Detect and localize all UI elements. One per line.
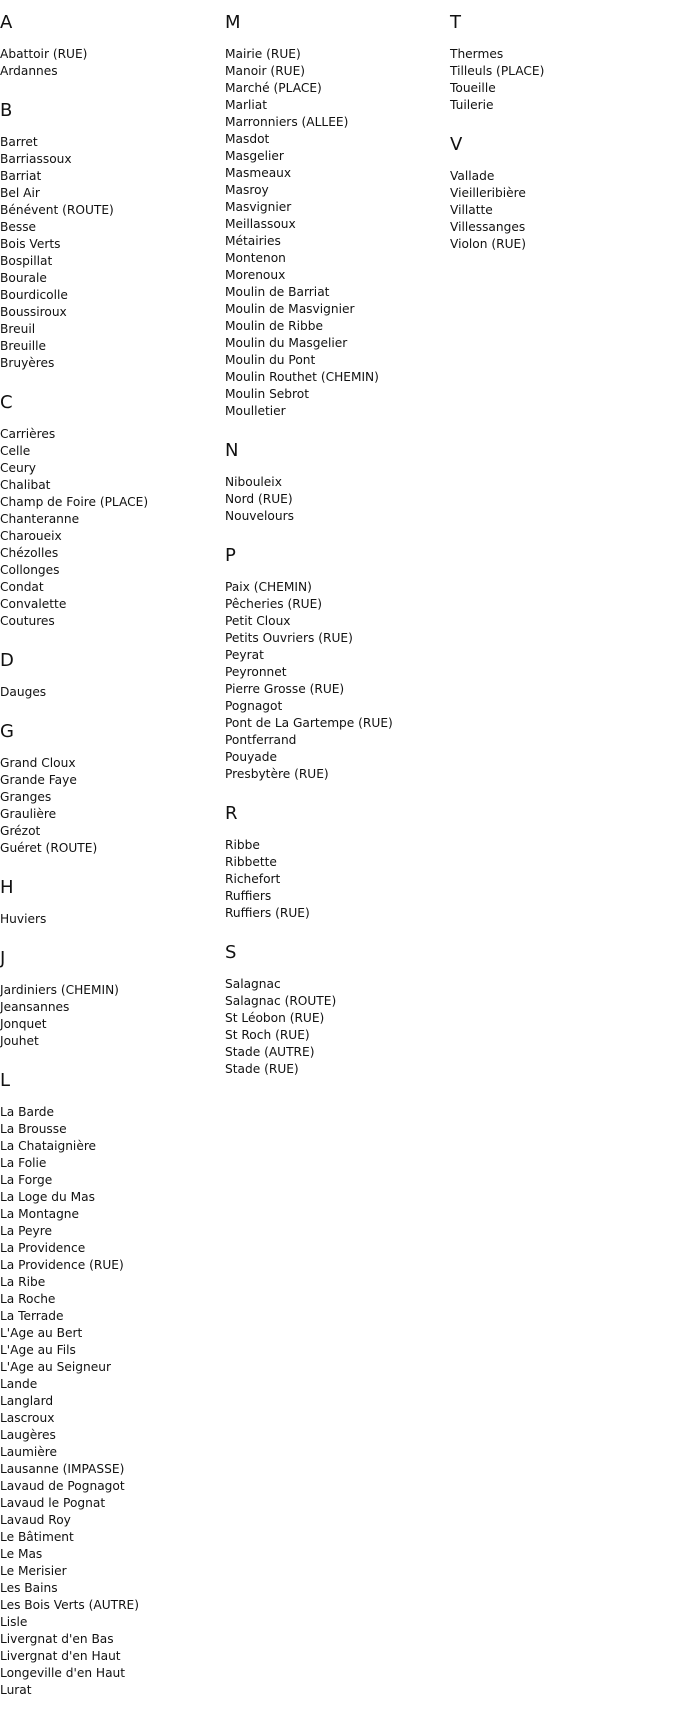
section-letter-heading: C xyxy=(0,392,13,413)
street-list-item: Masroy xyxy=(225,183,269,197)
street-list xyxy=(0,911,225,928)
street-list-item: Tuilerie xyxy=(450,98,494,112)
street-list-item: Celle xyxy=(0,444,31,458)
street-index-column-1 xyxy=(0,0,225,1699)
street-list-item: Tilleuls (PLACE) xyxy=(450,64,545,78)
letter-section xyxy=(225,803,450,922)
letter-section xyxy=(0,650,225,701)
street-index-column-2 xyxy=(225,0,450,1078)
street-list-item: Stade (AUTRE) xyxy=(225,1045,315,1059)
street-list-item: Ribbe xyxy=(225,838,260,852)
letter-section xyxy=(0,1070,225,1699)
section-letter-heading: G xyxy=(0,721,14,742)
section-letter-heading: L xyxy=(0,1070,11,1091)
street-list-item: Boussiroux xyxy=(0,305,67,319)
street-list xyxy=(0,46,225,80)
street-list-item: La Terrade xyxy=(0,1309,64,1323)
letter-section xyxy=(450,134,675,253)
street-list-item: L'Age au Seigneur xyxy=(0,1360,111,1374)
street-list-item: Moulin Sebrot xyxy=(225,387,310,401)
street-list xyxy=(0,134,225,372)
street-list-item: La Providence (RUE) xyxy=(0,1258,124,1272)
street-list-item: Marliat xyxy=(225,98,268,112)
letter-section xyxy=(0,392,225,630)
section-letter-heading: N xyxy=(225,440,239,461)
street-list-item: Barriassoux xyxy=(0,152,72,166)
street-list-item: Guéret (ROUTE) xyxy=(0,841,98,855)
street-list-item: Convalette xyxy=(0,597,67,611)
street-list-item: Huviers xyxy=(0,912,47,926)
street-list-item: Vieilleribière xyxy=(450,186,526,200)
street-list-item: Moulin de Ribbe xyxy=(225,319,323,333)
street-list xyxy=(225,579,450,783)
street-list xyxy=(450,168,675,253)
street-list-item: Livergnat d'en Bas xyxy=(0,1632,114,1646)
section-letter-heading: P xyxy=(225,545,236,566)
street-list xyxy=(225,46,450,420)
street-list-item: Bénévent (ROUTE) xyxy=(0,203,114,217)
street-list-item: Bois Verts xyxy=(0,237,61,251)
street-list-item: Chézolles xyxy=(0,546,59,560)
section-letter-heading: A xyxy=(0,12,13,33)
street-list-item: Carrières xyxy=(0,427,56,441)
street-list-item: Moulin Routhet (CHEMIN) xyxy=(225,370,379,384)
street-list xyxy=(0,755,225,857)
street-list-item: Lavaud Roy xyxy=(0,1513,71,1527)
street-list-item: Presbytère (RUE) xyxy=(225,767,329,781)
street-list-item: St Léobon (RUE) xyxy=(225,1011,325,1025)
street-list-item: Peyronnet xyxy=(225,665,287,679)
street-list-item: Pierre Grosse (RUE) xyxy=(225,682,345,696)
street-list-item: Champ de Foire (PLACE) xyxy=(0,495,149,509)
street-list-item: Pouyade xyxy=(225,750,278,764)
street-list-item: Chanteranne xyxy=(0,512,80,526)
street-list-item: Stade (RUE) xyxy=(225,1062,299,1076)
street-list-item: Lurat xyxy=(0,1683,32,1697)
street-list-item: Jardiniers (CHEMIN) xyxy=(0,983,119,997)
street-list-item: Coutures xyxy=(0,614,55,628)
street-list-item: Moulin de Masvignier xyxy=(225,302,355,316)
section-letter-heading: M xyxy=(225,12,241,33)
street-list-item: Lausanne (IMPASSE) xyxy=(0,1462,125,1476)
street-list-item: Jeansannes xyxy=(0,1000,70,1014)
section-letter-heading: S xyxy=(225,942,237,963)
street-list-item: Manoir (RUE) xyxy=(225,64,306,78)
street-list-item: Bourale xyxy=(0,271,47,285)
street-list-item: Livergnat d'en Haut xyxy=(0,1649,121,1663)
street-list-item: Ruffiers (RUE) xyxy=(225,906,310,920)
street-list-item: Lascroux xyxy=(0,1411,55,1425)
street-list-item: Morenoux xyxy=(225,268,286,282)
letter-section xyxy=(0,12,225,80)
section-letter-heading: B xyxy=(0,100,13,121)
street-list-item: Condat xyxy=(0,580,44,594)
street-list-item: L'Age au Bert xyxy=(0,1326,83,1340)
street-list-item: Marronniers (ALLEE) xyxy=(225,115,349,129)
street-list-item: Le Mas xyxy=(0,1547,43,1561)
street-list-item: Lisle xyxy=(0,1615,28,1629)
street-list-item: Abattoir (RUE) xyxy=(0,47,88,61)
street-list-item: La Folie xyxy=(0,1156,47,1170)
street-list-item: Petit Cloux xyxy=(225,614,291,628)
section-letter-heading: J xyxy=(0,948,6,969)
street-list xyxy=(0,426,225,630)
street-list-item: Vallade xyxy=(450,169,495,183)
section-letter-heading: H xyxy=(0,877,14,898)
letter-section xyxy=(0,877,225,928)
street-list-item: Grand Cloux xyxy=(0,756,76,770)
street-list-item: Thermes xyxy=(450,47,504,61)
street-list-item: La Forge xyxy=(0,1173,53,1187)
street-list-item: Nibouleix xyxy=(225,475,282,489)
street-list-item: Les Bois Verts (AUTRE) xyxy=(0,1598,140,1612)
section-letter-heading: V xyxy=(450,134,463,155)
street-list-item: La Montagne xyxy=(0,1207,80,1221)
section-letter-heading: T xyxy=(450,12,461,33)
street-list xyxy=(0,982,225,1050)
street-list-item: La Loge du Mas xyxy=(0,1190,95,1204)
street-list-item: Barriat xyxy=(0,169,42,183)
street-list-item: La Brousse xyxy=(0,1122,67,1136)
street-list-item: Masgelier xyxy=(225,149,284,163)
street-list xyxy=(225,976,450,1078)
street-list-item: Besse xyxy=(0,220,37,234)
street-list-item: Nord (RUE) xyxy=(225,492,293,506)
street-list-item: St Roch (RUE) xyxy=(225,1028,310,1042)
street-list-item: La Chataignière xyxy=(0,1139,97,1153)
letter-section xyxy=(0,948,225,1050)
street-list-item: Ruffiers xyxy=(225,889,272,903)
street-list-item: Toueille xyxy=(450,81,496,95)
street-list-item: Marché (PLACE) xyxy=(225,81,322,95)
letter-section xyxy=(225,440,450,525)
letter-section xyxy=(225,545,450,783)
street-list-item: Le Merisier xyxy=(0,1564,67,1578)
street-list-item: Ribbette xyxy=(225,855,277,869)
section-letter-heading: D xyxy=(0,650,14,671)
street-list-item: Charoueix xyxy=(0,529,62,543)
street-list-item: La Ribe xyxy=(0,1275,46,1289)
street-list-item: Granges xyxy=(0,790,52,804)
street-list-item: Barret xyxy=(0,135,38,149)
street-list-item: Jouhet xyxy=(0,1034,39,1048)
street-list-item: Laumière xyxy=(0,1445,57,1459)
street-list-item: Richefort xyxy=(225,872,281,886)
street-list-item: Grande Faye xyxy=(0,773,77,787)
street-list-item: Breuille xyxy=(0,339,46,353)
section-letter-heading: R xyxy=(225,803,238,824)
street-list xyxy=(450,46,675,114)
street-list-item: Les Bains xyxy=(0,1581,58,1595)
street-list-item: Bruyères xyxy=(0,356,55,370)
street-list xyxy=(225,474,450,525)
street-list-item: Petits Ouvriers (RUE) xyxy=(225,631,353,645)
street-list-item: Moulin de Barriat xyxy=(225,285,330,299)
street-list-item: Masvignier xyxy=(225,200,292,214)
street-list-item: Ceury xyxy=(0,461,36,475)
street-list-item: Langlard xyxy=(0,1394,54,1408)
street-list-item: Bel Air xyxy=(0,186,40,200)
letter-section xyxy=(0,721,225,857)
street-list-item: Dauges xyxy=(0,685,47,699)
street-list-item: Moulin du Pont xyxy=(225,353,316,367)
street-list-item: Masdot xyxy=(225,132,270,146)
street-index-column-3 xyxy=(450,0,675,253)
street-list-item: Pêcheries (RUE) xyxy=(225,597,323,611)
street-list-item: Violon (RUE) xyxy=(450,237,526,251)
street-list-item: Ardannes xyxy=(0,64,58,78)
street-list xyxy=(225,837,450,922)
street-list-item: La Barde xyxy=(0,1105,54,1119)
street-list-item: Jonquet xyxy=(0,1017,47,1031)
street-list-item: Graulière xyxy=(0,807,57,821)
street-list xyxy=(0,1104,225,1699)
street-list-item: Villessanges xyxy=(450,220,526,234)
street-list-item: Breuil xyxy=(0,322,36,336)
street-list-item: Salagnac xyxy=(225,977,281,991)
street-list-item: Meillassoux xyxy=(225,217,296,231)
street-list-item: Pontferrand xyxy=(225,733,297,747)
street-list-item: Bospillat xyxy=(0,254,53,268)
street-list-item: Lande xyxy=(0,1377,38,1391)
street-list-item: Bourdicolle xyxy=(0,288,68,302)
street-list-item: Pognagot xyxy=(225,699,283,713)
street-list xyxy=(0,684,225,701)
letter-section xyxy=(0,100,225,372)
street-list-item: Grézot xyxy=(0,824,41,838)
street-list-item: Villatte xyxy=(450,203,493,217)
street-list-item: Collonges xyxy=(0,563,60,577)
street-list-item: Montenon xyxy=(225,251,286,265)
street-list-item: Chalibat xyxy=(0,478,51,492)
street-list-item: La Providence xyxy=(0,1241,86,1255)
street-list-item: Mairie (RUE) xyxy=(225,47,301,61)
street-list-item: Moulin du Masgelier xyxy=(225,336,348,350)
street-list-item: Longeville d'en Haut xyxy=(0,1666,126,1680)
street-list-item: Nouvelours xyxy=(225,509,294,523)
street-list-item: L'Age au Fils xyxy=(0,1343,76,1357)
street-list-item: Le Bâtiment xyxy=(0,1530,74,1544)
street-list-item: Lavaud de Pognagot xyxy=(0,1479,125,1493)
letter-section xyxy=(225,12,450,420)
letter-section xyxy=(225,942,450,1078)
street-list-item: Lavaud le Pognat xyxy=(0,1496,106,1510)
street-list-item: Pont de La Gartempe (RUE) xyxy=(225,716,393,730)
street-list-item: Laugères xyxy=(0,1428,56,1442)
street-list-item: Masmeaux xyxy=(225,166,292,180)
street-list-item: Peyrat xyxy=(225,648,264,662)
letter-section xyxy=(450,12,675,114)
street-list-item: Paix (CHEMIN) xyxy=(225,580,312,594)
street-list-item: Moulletier xyxy=(225,404,286,418)
street-list-item: La Peyre xyxy=(0,1224,52,1238)
street-list-item: La Roche xyxy=(0,1292,56,1306)
street-list-item: Salagnac (ROUTE) xyxy=(225,994,337,1008)
street-list-item: Métairies xyxy=(225,234,281,248)
